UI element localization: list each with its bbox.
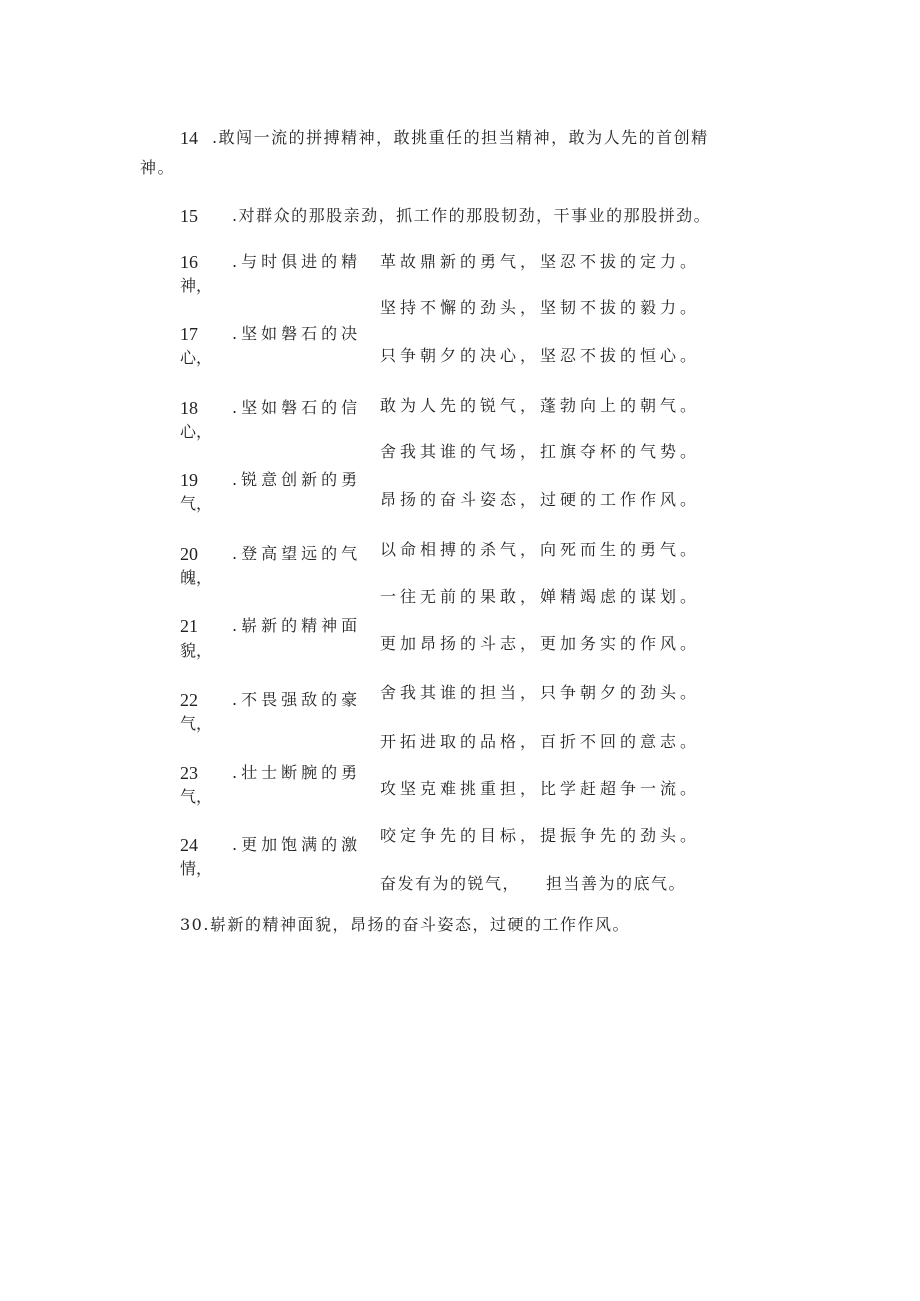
item-22-line1: 舍我其谁的担当，只争朝夕的劲头。 (380, 683, 701, 702)
item-23-number: 23 (180, 763, 198, 783)
item-22-head: .不畏强敌的豪 (232, 690, 362, 709)
item-22-line2: 开拓进取的品格，百折不回的意志。 (380, 732, 701, 751)
item-24-number: 24 (180, 835, 198, 855)
item-18-line2: 舍我其谁的气场，扛旗夺杯的气势。 (380, 442, 701, 461)
item-21-head: .崭新的精神面 (232, 616, 362, 635)
item-19-tail: 气， (180, 494, 213, 513)
item-20-tail: 魄， (180, 568, 213, 587)
item-24-head: .更加饱满的激 (232, 835, 362, 854)
item-16-tail: 神， (180, 276, 213, 295)
item-20-head: .登高望远的气 (232, 544, 362, 563)
item-24-line2-a: 奋发有为的锐气， (380, 874, 521, 893)
item-22-tail: 气， (180, 714, 213, 733)
item-24-line2-b: 担当善为的底气。 (546, 874, 687, 893)
item-14-number: 14 (180, 128, 198, 148)
item-19-line1: 昂扬的奋斗姿态，过硬的工作作风。 (380, 490, 701, 509)
item-21-number: 21 (180, 616, 198, 636)
item-16-line2: 坚持不懈的劲头，坚韧不拔的毅力。 (380, 298, 701, 317)
item-16-head: .与时俱进的精 (232, 252, 362, 271)
item-22-number: 22 (180, 690, 198, 710)
item-17-head: .坚如磐石的决 (232, 324, 362, 343)
item-17-line1: 只争朝夕的决心，坚忍不拔的恒心。 (380, 346, 701, 365)
item-23-head: .壮士断腕的勇 (232, 763, 362, 782)
item-14-continuation: 神。 (140, 158, 176, 177)
item-21-tail: 貌， (180, 641, 213, 660)
item-23-tail: 气， (180, 787, 213, 806)
item-23-line1: 攻坚克难挑重担，比学赶超争一流。 (380, 779, 701, 798)
item-19-head: .锐意创新的勇 (232, 470, 362, 489)
item-20-number: 20 (180, 544, 198, 564)
item-30-text: 30.崭新的精神面貌，昂扬的奋斗姿态，过硬的工作作风。 (180, 915, 630, 934)
item-20-line1: 以命相搏的杀气，向死而生的勇气。 (380, 540, 701, 559)
item-17-tail: 心， (180, 348, 213, 367)
item-21-line1: 更加昂扬的斗志，更加务实的作风。 (380, 634, 701, 653)
item-15-text: .对群众的那股亲劲，抓工作的那股韧劲，干事业的那股拼劲。 (232, 206, 712, 225)
item-19-number: 19 (180, 470, 198, 490)
item-24-tail: 情， (180, 859, 213, 878)
item-16-line1: 革故鼎新的勇气，坚忍不拔的定力。 (380, 252, 701, 271)
item-20-line2: 一往无前的果敢，婵精竭虑的谋划。 (380, 587, 701, 606)
item-17-number: 17 (180, 324, 198, 344)
item-18-line1: 敢为人先的锐气，蓬勃向上的朝气。 (380, 396, 701, 415)
item-18-tail: 心， (180, 422, 213, 441)
item-14-text: .敢闯一流的拼搏精神，敢挑重任的担当精神，敢为人先的首创精 (212, 128, 709, 147)
item-18-number: 18 (180, 398, 198, 418)
item-24-line1: 咬定争先的目标，提振争先的劲头。 (380, 826, 701, 845)
item-18-head: .坚如磐石的信 (232, 398, 362, 417)
item-15-number: 15 (180, 206, 198, 226)
item-16-number: 16 (180, 252, 198, 272)
